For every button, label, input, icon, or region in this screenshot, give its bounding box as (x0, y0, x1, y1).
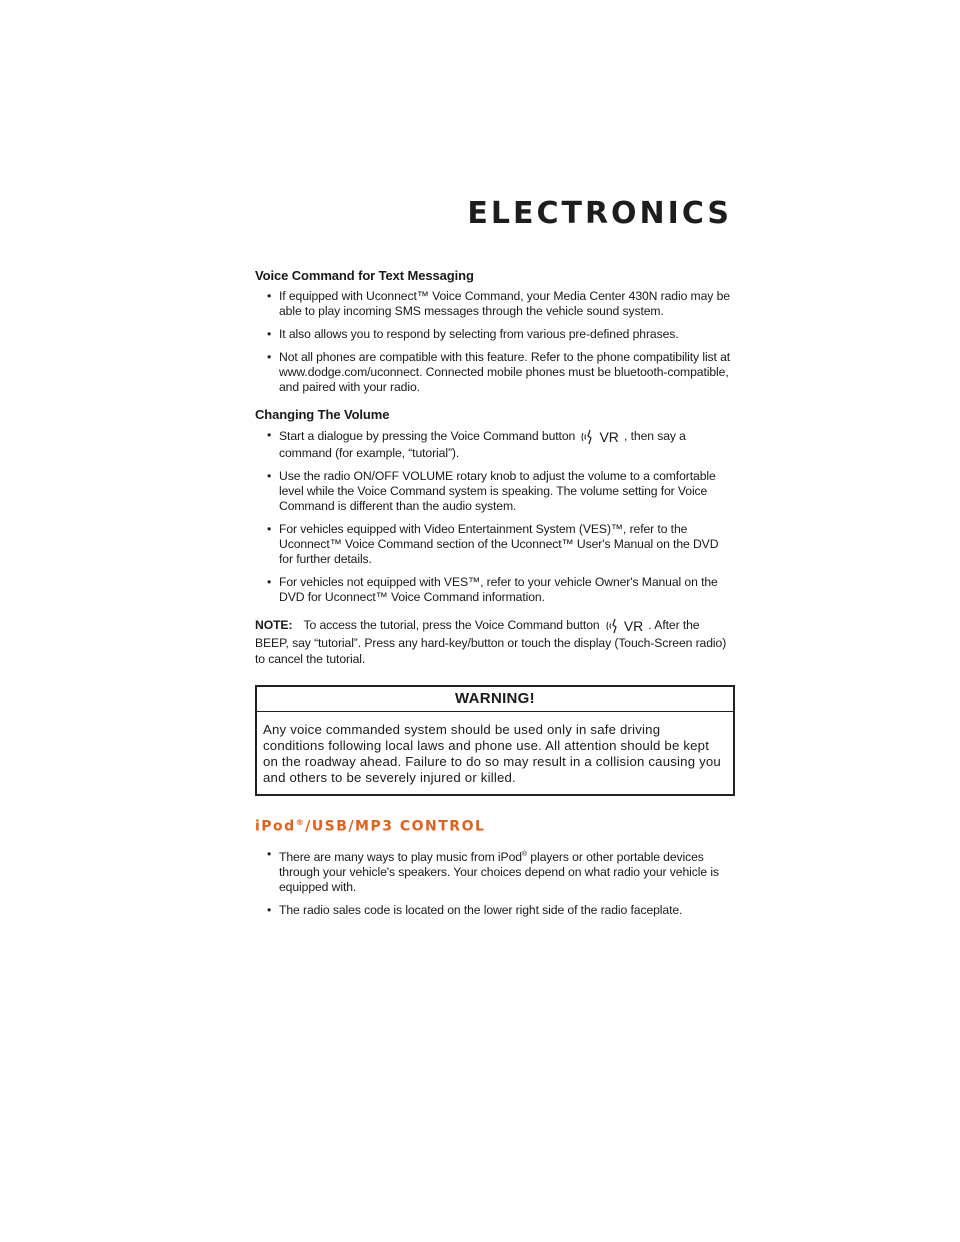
registered-mark: ® (521, 850, 527, 858)
list-item-text-start: Start a dialogue by pressing the Voice Command button (279, 429, 576, 444)
list-item (267, 428, 735, 461)
warning-body: Any voice commanded system should be used only in safe driving conditions following local laws and phone use. All attention should be kept on the roadway ahead. Failure to do so may result in a collision causing you and others to be severely injured or killed. (263, 722, 721, 785)
vr-label: VR (623, 618, 644, 634)
ipod-list (255, 847, 735, 918)
list-item (267, 847, 735, 895)
list-item-text-end: players or other portable devices through your vehicle's speakers. Your choices depend on what radio your vehicle is equipped with. (279, 849, 719, 894)
section-title-ipod (255, 818, 735, 835)
voice-wave-icon (605, 617, 623, 635)
voice-command-button-icon (605, 617, 643, 635)
section-heading-text-messaging: Voice Command for Text Messaging (255, 268, 474, 283)
registered-mark: ® (295, 818, 306, 827)
page-content (255, 268, 735, 930)
tutorial-note (255, 617, 735, 667)
warning-box (255, 685, 735, 796)
text-messaging-list (255, 289, 735, 395)
section-title-part-a: iPod (255, 818, 296, 835)
list-item: • The radio sales code is located on the lower right side of the radio faceplate. (267, 903, 735, 918)
section-heading-volume: Changing The Volume (255, 407, 390, 422)
volume-list (255, 428, 735, 605)
page-header-title: ELECTRONICS (467, 196, 732, 231)
note-text-start: To access the tutorial, press the Voice Command button (303, 618, 600, 633)
voice-command-button-icon (580, 428, 618, 446)
list-item: • If equipped with Uconnect™ Voice Command, your Media Center 430N radio may be able to play incoming SMS messages through the vehicle sound system. (267, 289, 735, 319)
warning-title: WARNING! (257, 687, 733, 712)
list-item: • Use the radio ON/OFF VOLUME rotary knob to adjust the volume to a comfortable level while the Voice Command system is speaking. The volume setting for Voice Command is different than the audio system. (267, 469, 735, 514)
list-item-text-end: , then say a command (for example, “tutorial”). (279, 429, 686, 460)
section-title-part-b: /USB/MP3 CONTROL (305, 818, 486, 835)
note-text-end: . After the BEEP, say “tutorial”. Press any hard-key/button or touch the display (Touch-Screen radio) to cancel the tutorial. (255, 618, 727, 666)
note-label: NOTE: (255, 618, 293, 633)
list-item-text-start: There are many ways to play music from iPod (279, 849, 522, 864)
list-item: • Not all phones are compatible with this feature. Refer to the phone compatibility list at www.dodge.com/uconnect. Connected mobile phones must be bluetooth-compatible, and paired with your radio. (267, 350, 735, 395)
list-item: • For vehicles equipped with Video Entertainment System (VES)™, refer to the Uconnect™ Voice Command section of the Uconnect™ User's Manual on the DVD for further details. (267, 522, 735, 567)
vr-label: VR (599, 428, 619, 445)
list-item: • It also allows you to respond by selecting from various pre-defined phrases. (267, 327, 735, 342)
voice-wave-icon (580, 428, 598, 446)
list-item: • For vehicles not equipped with VES™, refer to your vehicle Owner's Manual on the DVD for Uconnect™ Voice Command information. (267, 575, 735, 605)
